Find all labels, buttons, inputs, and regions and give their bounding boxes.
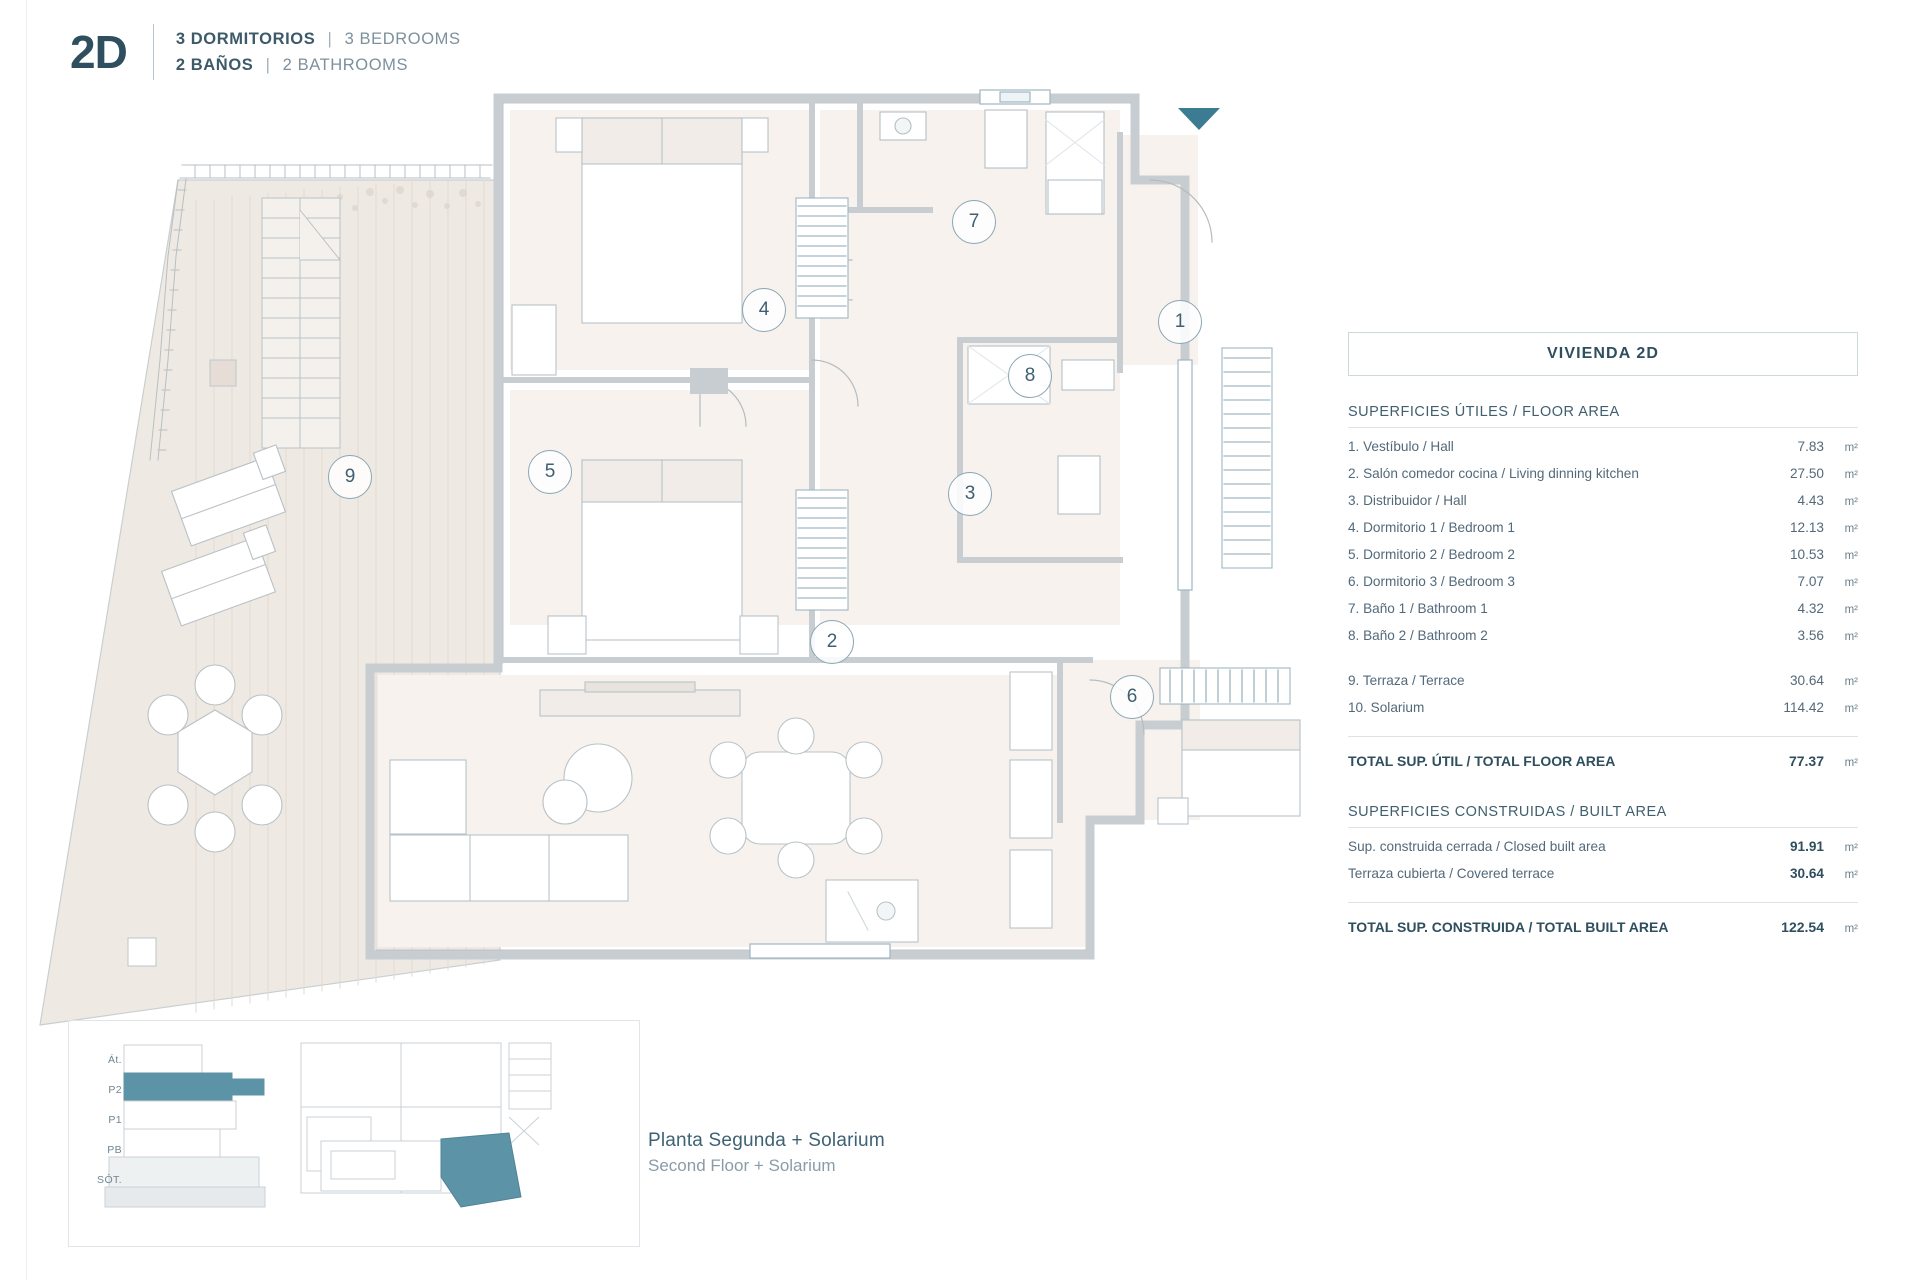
table-row (1348, 861, 1858, 888)
table-row (1348, 515, 1858, 542)
room-bubble-5: 5 (528, 450, 572, 494)
total-floor-area-row (1348, 736, 1858, 776)
room-bubble-1: 1 (1158, 300, 1202, 344)
table-row (1348, 569, 1858, 596)
room-bubble-4: 4 (742, 288, 786, 332)
room-area: 10.53 (1789, 547, 1824, 562)
room-bubble-2: 2 (810, 620, 854, 664)
unit-label: m² (1844, 631, 1858, 643)
total-floor-area-label: TOTAL SUP. ÚTIL / TOTAL FLOOR AREA (1348, 753, 1616, 769)
room-label: 2. Salón comedor cocina / Living dinning kitchen (1348, 466, 1639, 481)
table-row (1348, 542, 1858, 569)
unit-label: m² (1844, 703, 1858, 715)
built-value: 30.64 (1789, 866, 1824, 881)
section-floor-area-heading: SUPERFICIES ÚTILES / FLOOR AREA (1348, 404, 1858, 428)
table-row (1348, 434, 1858, 461)
room-bubble-6: 6 (1110, 675, 1154, 719)
room-label: 3. Distribuidor / Hall (1348, 493, 1467, 508)
room-area: 4.32 (1797, 601, 1824, 616)
section-built-area-heading: SUPERFICIES CONSTRUIDAS / BUILT AREA (1348, 804, 1858, 828)
location-key-box (68, 1020, 640, 1247)
room-label: 6. Dormitorio 3 / Bedroom 3 (1348, 574, 1515, 589)
table-row (1348, 695, 1858, 722)
room-label: 4. Dormitorio 1 / Bedroom 1 (1348, 520, 1515, 535)
table-row (1348, 596, 1858, 623)
room-bubble-8: 8 (1008, 354, 1052, 398)
room-area: 27.50 (1789, 466, 1824, 481)
room-label: 1. Vestíbulo / Hall (1348, 439, 1454, 454)
total-built-area-row (1348, 902, 1858, 942)
table-row (1348, 461, 1858, 488)
unit-label: m² (1844, 757, 1858, 769)
floor-label-atico: Át. (107, 1054, 122, 1066)
unit-label: m² (1844, 676, 1858, 688)
unit-label: m² (1844, 523, 1858, 535)
bedrooms-es: 3 DORMITORIOS (175, 29, 316, 48)
bathrooms-es: 2 BAÑOS (175, 55, 254, 74)
entrance-arrow-icon (1178, 108, 1220, 130)
room-bubble-7: 7 (952, 200, 996, 244)
header-sep-2: | (265, 55, 271, 74)
room-bubble-9: 9 (328, 455, 372, 499)
table-row (1348, 834, 1858, 861)
floor-label-p2: P2 (108, 1084, 122, 1096)
built-label: Terraza cubierta / Covered terrace (1348, 866, 1555, 881)
plan-caption-en: Second Floor + Solarium (648, 1156, 836, 1175)
unit-label: m² (1844, 842, 1858, 854)
bedrooms-en: 3 BEDROOMS (344, 29, 461, 48)
room-area: 4.43 (1797, 493, 1824, 508)
table-row (1348, 668, 1858, 695)
room-area: 7.07 (1797, 574, 1824, 589)
unit-label: m² (1844, 550, 1858, 562)
room-label: 7. Baño 1 / Bathroom 1 (1348, 601, 1488, 616)
header-sep-1: | (327, 29, 333, 48)
area-schedule-panel (1348, 332, 1858, 942)
plan-caption (648, 1130, 885, 1176)
unit-label: m² (1844, 869, 1858, 881)
room-area: 30.64 (1789, 673, 1824, 688)
built-label: Sup. construida cerrada / Closed built area (1348, 839, 1606, 854)
unit-label: m² (1844, 496, 1858, 508)
total-built-area-label: TOTAL SUP. CONSTRUIDA / TOTAL BUILT AREA (1348, 919, 1669, 935)
bathrooms-en: 2 BATHROOMS (282, 55, 409, 74)
room-label: 8. Baño 2 / Bathroom 2 (1348, 628, 1488, 643)
unit-label: m² (1844, 469, 1858, 481)
table-row (1348, 623, 1858, 650)
floor-level-labels (82, 1045, 122, 1195)
built-value: 91.91 (1789, 839, 1824, 854)
unit-label: m² (1844, 604, 1858, 616)
room-label: 9. Terraza / Terrace (1348, 673, 1465, 688)
unit-label: m² (1844, 923, 1858, 935)
unit-label: m² (1844, 442, 1858, 454)
table-row (1348, 488, 1858, 515)
panel-title-box (1348, 332, 1858, 376)
room-area: 3.56 (1797, 628, 1824, 643)
floor-area-rows (1348, 434, 1858, 776)
floorplan-drawing (0, 60, 1340, 1060)
room-label: 5. Dormitorio 2 / Bedroom 2 (1348, 547, 1515, 562)
plan-caption-es: Planta Segunda + Solarium (648, 1130, 885, 1151)
bedrooms-line (176, 30, 461, 49)
floor-label-pb: PB (107, 1144, 122, 1156)
unit-code: 2D (70, 26, 127, 78)
room-label: 10. Solarium (1348, 700, 1425, 715)
panel-title: VIVIENDA 2D (1547, 345, 1659, 362)
total-floor-area-value: 77.37 (1788, 753, 1824, 769)
total-built-area-value: 122.54 (1781, 919, 1824, 935)
room-area: 12.13 (1789, 520, 1824, 535)
room-bubble-3: 3 (948, 472, 992, 516)
floor-label-sotano: SÓT. (97, 1174, 122, 1186)
room-area: 7.83 (1797, 439, 1824, 454)
built-area-rows (1348, 834, 1858, 942)
unit-label: m² (1844, 577, 1858, 589)
floor-label-p1: P1 (108, 1114, 122, 1126)
room-area: 114.42 (1783, 700, 1824, 715)
